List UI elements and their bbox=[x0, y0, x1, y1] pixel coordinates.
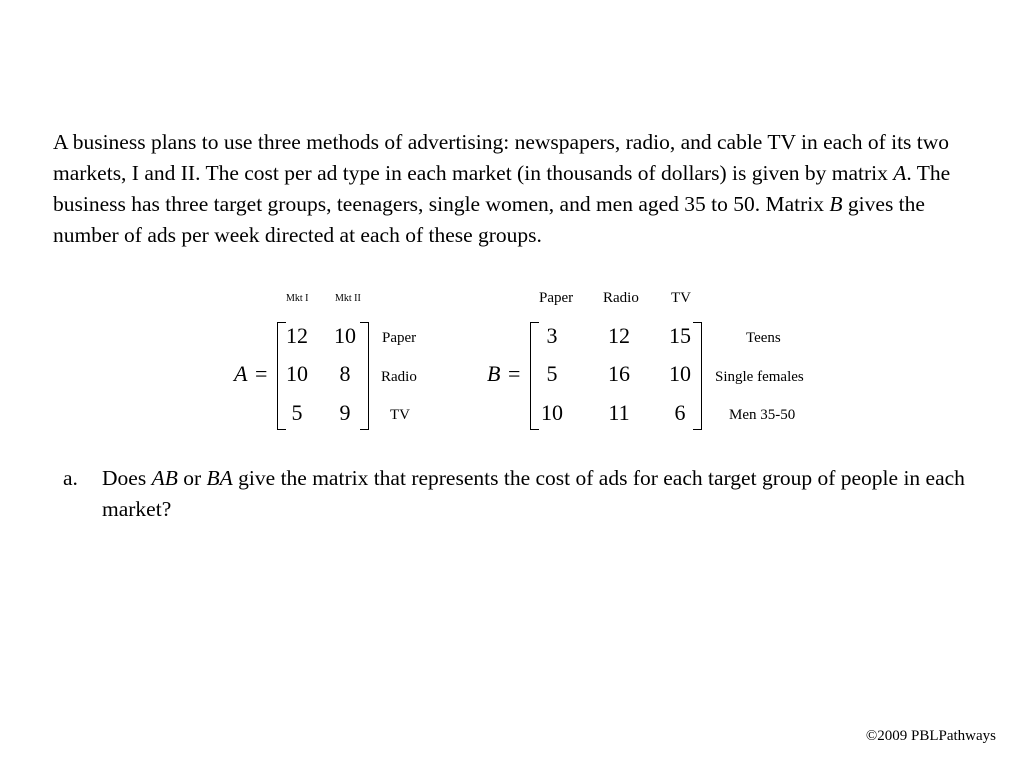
matrix-a-cell: 10 bbox=[334, 323, 356, 348]
matrix-b-row-label: Single females bbox=[715, 369, 804, 385]
product-ab: AB bbox=[151, 466, 178, 490]
matrix-a-cell: 8 bbox=[339, 361, 351, 386]
matrix-a-name: A bbox=[234, 361, 248, 386]
matrix-b-cell: 15 bbox=[669, 323, 691, 348]
matrix-b-name: B bbox=[487, 361, 501, 386]
matrix-a-cell: 9 bbox=[339, 400, 351, 425]
matrix-b-equals: = bbox=[508, 361, 521, 386]
question-marker: a. bbox=[63, 466, 78, 490]
product-ba: BA bbox=[206, 466, 233, 490]
problem-text-2: . The business has three target groups, teenagers, single women, and men aged 35 to 50. Matrix bbox=[53, 161, 951, 216]
problem-text-1: A business plans to use three methods of advertising: newspapers, radio, and cable TV in each of its two markets, I and II. The cost per ad type in each market (in thousands of dollars) is given by matrix bbox=[53, 130, 950, 185]
matrix-a-row-label: TV bbox=[390, 407, 410, 423]
matrix-a-equals: = bbox=[255, 361, 268, 386]
matrix-b-cell: 5 bbox=[546, 361, 558, 386]
matrix-b-cell: 11 bbox=[608, 400, 630, 425]
matrix-a-cell: 5 bbox=[291, 400, 303, 425]
matrix-a-cell: 12 bbox=[286, 323, 308, 348]
question-text-2: give the matrix that represents the cost of ads for each target group of people in each market? bbox=[102, 466, 965, 521]
question-text-1: Does bbox=[102, 466, 152, 490]
matrix-a-row-label: Paper bbox=[382, 330, 417, 346]
matrix-b-cell: 12 bbox=[608, 323, 630, 348]
matrix-b-cell: 3 bbox=[546, 323, 558, 348]
matrix-a-row-label: Radio bbox=[381, 369, 417, 385]
matrix-a-col-header: Mkt II bbox=[335, 293, 361, 304]
matrix-a-ref: A bbox=[893, 161, 907, 185]
matrix-b-cell: 10 bbox=[541, 400, 563, 425]
matrix-b-cell: 16 bbox=[608, 361, 630, 386]
matrix-b-ref: B bbox=[829, 192, 843, 216]
matrix-b-col-header: Paper bbox=[539, 290, 574, 306]
matrix-b-col-header: Radio bbox=[603, 290, 639, 306]
matrix-b-cell: 10 bbox=[669, 361, 691, 386]
matrix-b-cell: 6 bbox=[674, 400, 686, 425]
question-text bbox=[102, 463, 972, 525]
matrix-b-row-label: Teens bbox=[746, 330, 781, 346]
matrix-a-col-header: Mkt I bbox=[286, 293, 309, 304]
problem-text-3: gives the number of ads per week directed at each of these groups. bbox=[53, 192, 925, 247]
matrix-b-col-header: TV bbox=[671, 290, 691, 306]
matrix-b-row-label: Men 35-50 bbox=[729, 407, 796, 423]
question-or: or bbox=[177, 466, 207, 490]
matrix-a-cell: 10 bbox=[286, 361, 308, 386]
copyright-footer: ©2009 PBLPathways bbox=[865, 728, 996, 744]
problem-statement bbox=[53, 127, 983, 251]
